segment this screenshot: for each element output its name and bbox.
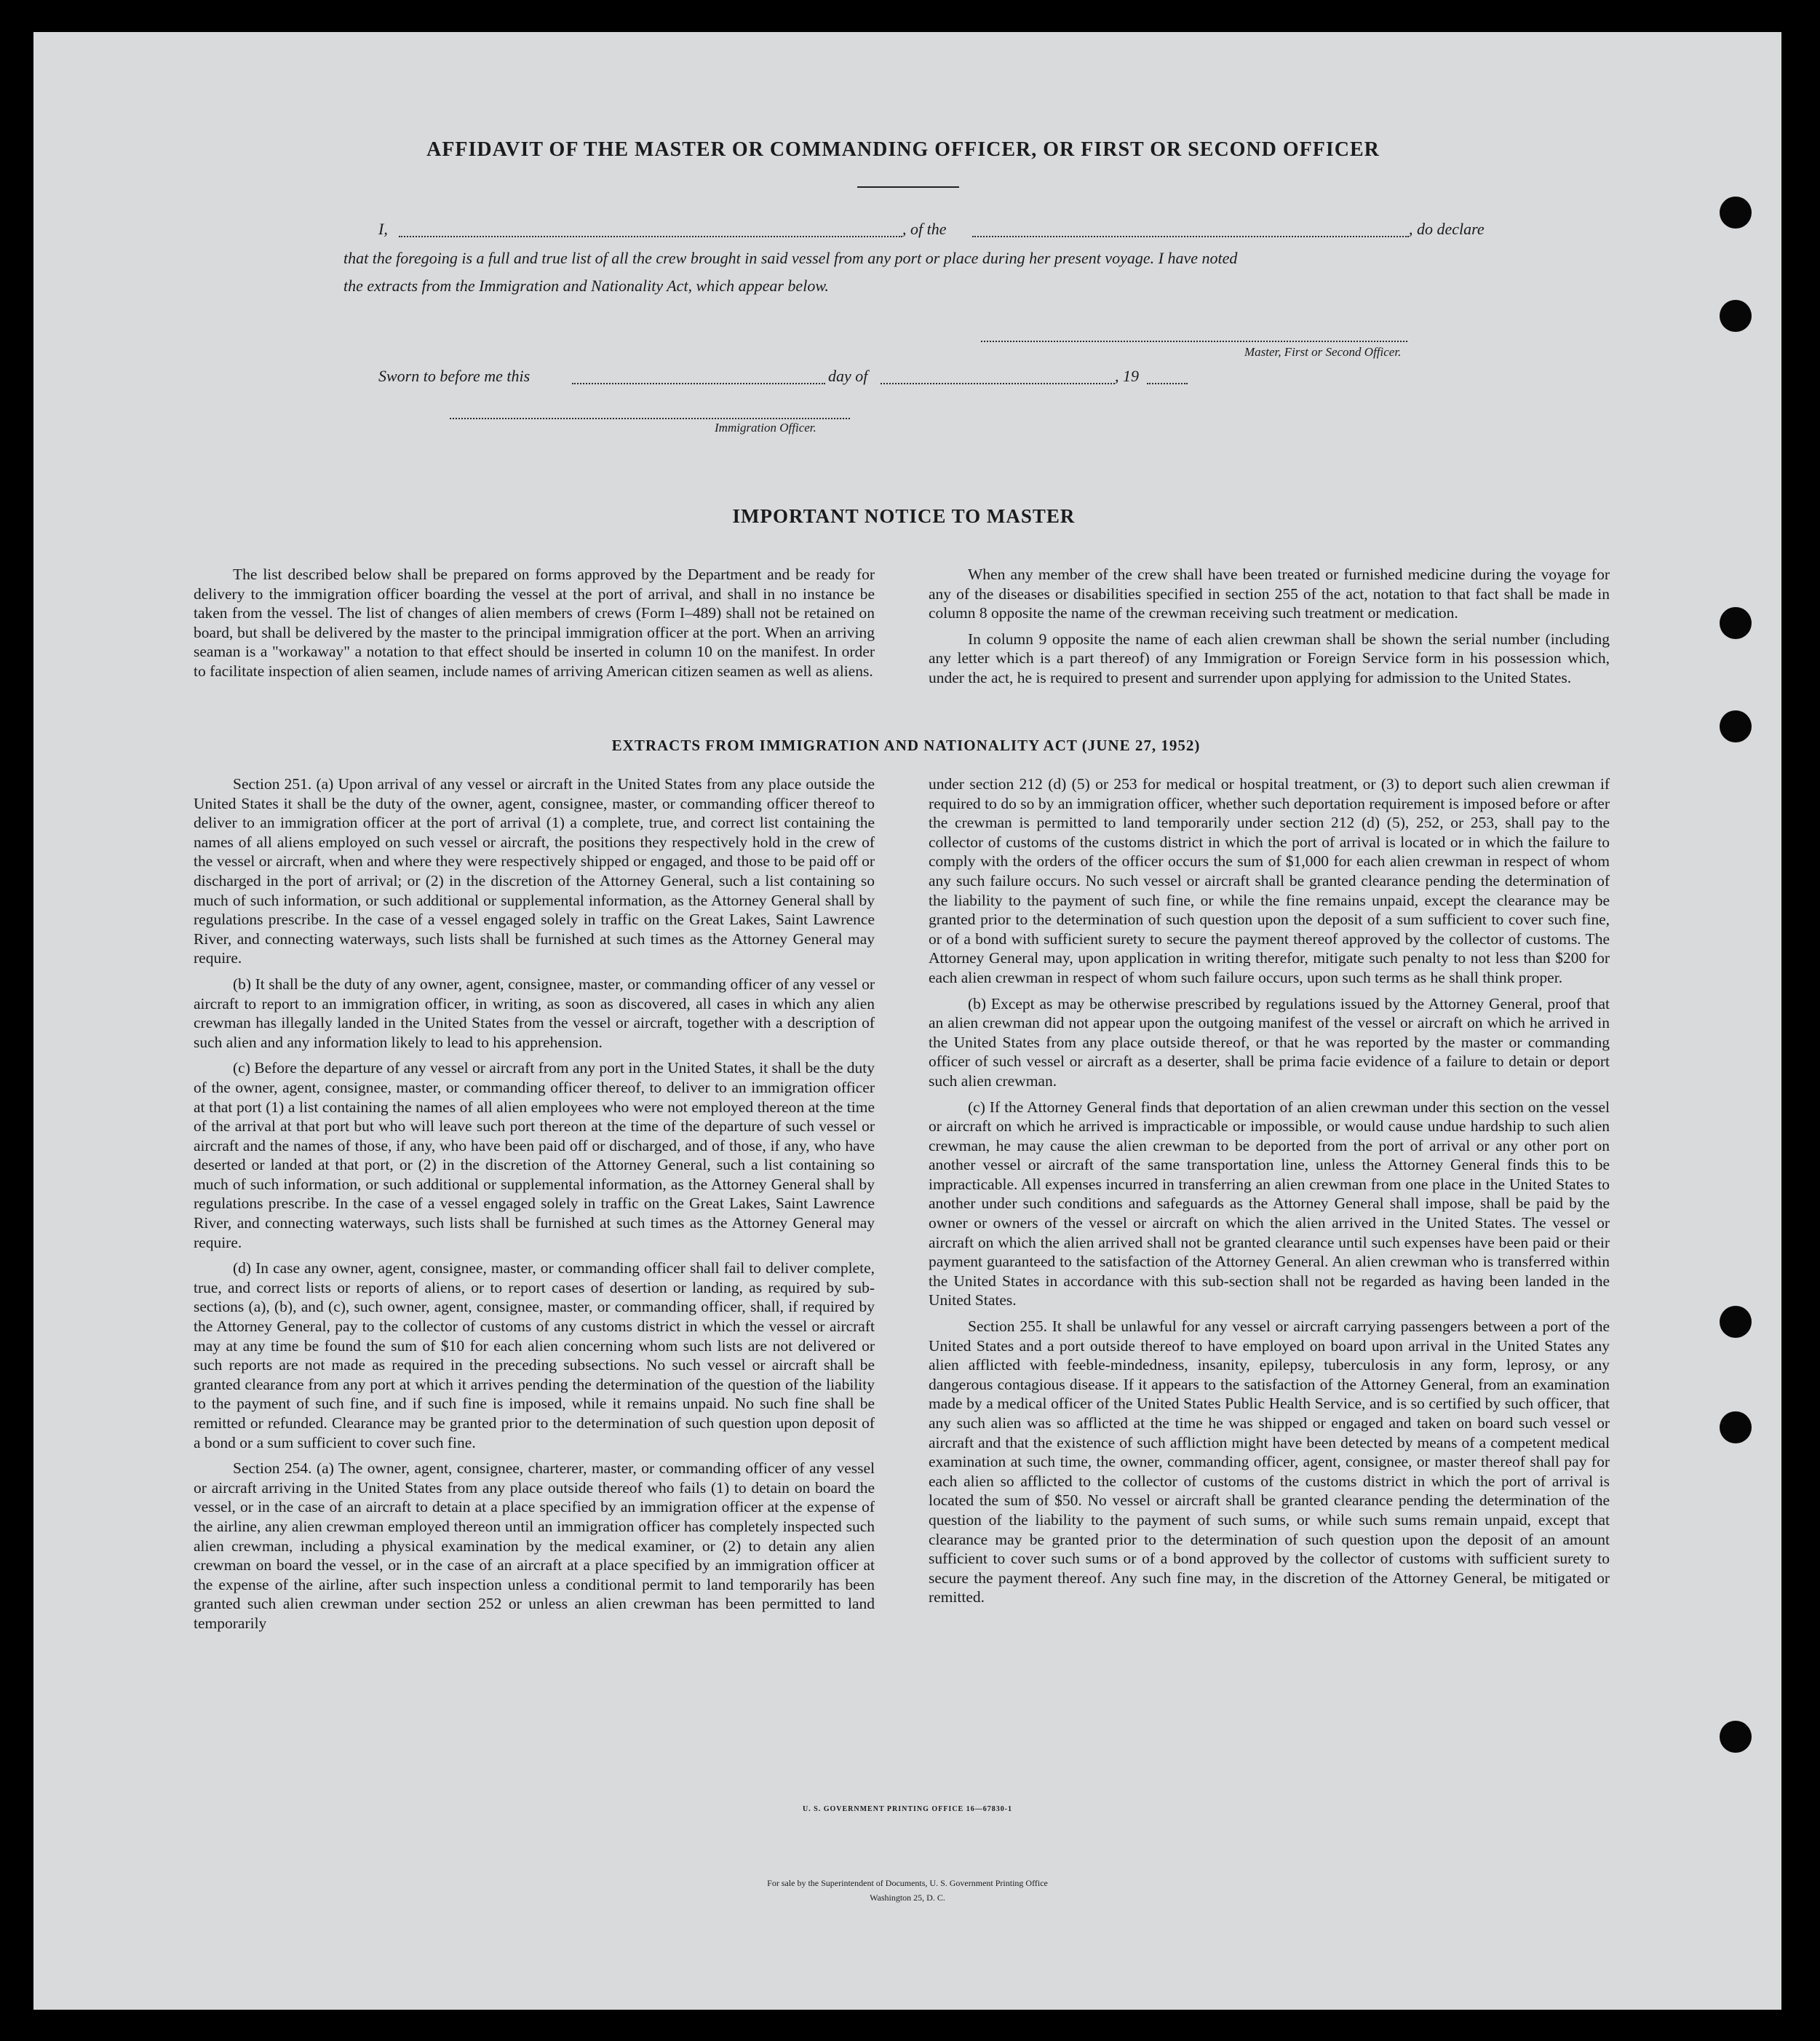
sworn-date-field[interactable] [572, 383, 825, 384]
declare-suffix: , do declare [1409, 220, 1485, 238]
extract-paragraph: (b) Except as may be otherwise prescribed by regulations issued by the Attorney General, proof that an alien crewman did not appear upon the outgoing manifest of the vessel or aircraft on which he arrived in the United States from any place outside thereof, or that he was reported by the master or commanding officer of such vessel or aircraft as a deserter, shall be prima facie evidence of a failure to detain or deport such alien crewman. [929, 994, 1610, 1090]
sworn-year-field[interactable] [1147, 383, 1188, 384]
extracts-title: EXTRACTS FROM IMMIGRATION AND NATIONALITY ACT (JUNE 27, 1952) [611, 737, 1201, 754]
extracts-right-column [929, 774, 1610, 1614]
sworn-year-prefix: , 19 [1115, 367, 1139, 385]
extract-paragraph: Section 254. (a) The owner, agent, consignee, charterer, master, or commanding officer of any vessel or aircraft arriving in the United States from any place outside thereof who fails (1) to detain on board the vessel, or in the case of an aircraft to detain at a place specified by an immigration officer at the expense of the airline, any alien crewman employed thereon until an immigration officer has completely inspected such alien crewman, including a physical examination by the medical examiner, or (2) to detain any alien crewman on board the vessel, or in the case of an aircraft at a place specified by an immigration officer at the expense of the airline, after such inspection unless a conditional permit to land temporarily has been granted such alien crewman under section 252 or unless an alien crewman has been permitted to land temporarily [194, 1459, 875, 1632]
declaration-text-line-1: that the foregoing is a full and true list of all the crew brought in said vessel from any port or place during her present voyage. I have noted [343, 249, 1238, 267]
document-page [33, 32, 1781, 2010]
sworn-prefix: Sworn to before me this [378, 367, 530, 385]
name-field[interactable] [399, 236, 902, 237]
affidavit-title: AFFIDAVIT OF THE MASTER OR COMMANDING OFFICER, OR FIRST OR SECOND OFFICER [426, 138, 1380, 161]
extract-paragraph: Section 255. It shall be unlawful for any vessel or aircraft carrying passengers between a port of the United States and a port outside thereof to have employed on board upon arrival in the United States any alien afflicted with feeble-mindedness, insanity, epilepsy, tuberculosis in any form, leprosy, or any dangerous contagious disease. If it appears to the satisfaction of the Attorney General, from an examination made by a medical officer of the United States Public Health Service, and is so certified by such officer, that any such alien was so afflicted at the time he was shipped or engaged and taken on board such vessel or aircraft and that the existence of such affliction might have been detected by means of a competent medical examination at such time, the owner, commanding officer, agent, consignee, or master thereof shall pay for each alien so afflicted to the collector of customs of the customs district in which the port of arrival is located the sum of $50. No vessel or aircraft shall be granted clearance pending the determination of the question of the liability to the payment of such sums, or while such sums remain unpaid, except that clearance may be granted prior to the determination of such question upon the deposit of an amount sufficient to cover such sums or of a bond approved by the collector of customs with sufficient surety to secure the payment thereof. Any such fine may, in the discretion of the Attorney General, be mitigated or remitted. [929, 1317, 1610, 1606]
sale-notice-line-1: For sale by the Superintendent of Documents, U. S. Government Printing Office [767, 1878, 1048, 1888]
immigration-officer-label: Immigration Officer. [715, 421, 816, 435]
notice-paragraph: The list described below shall be prepared on forms approved by the Department and be ready for delivery to the immigration officer boarding the vessel at the port of arrival, and shall in no instance be taken from the vessel. The list of changes of alien members of crews (Form I–489) shall not be retained on board, but shall be delivered by the master to the principal immigration officer at the port. When an arriving seaman is a "workaway" a notation to that effect should be inserted in column 10 on the manifest. In order to facilitate inspection of alien seamen, include names of arriving American citizen seamen as well as aliens. [194, 566, 875, 680]
declare-prefix: I, [378, 220, 388, 238]
notice-paragraph: In column 9 opposite the name of each alien crewman shall be shown the serial number (including any letter which is a part thereof) of any Immigration or Foreign Service form in his possession which, under the act, he is required to present and surrender upon applying for admission to the United States. [929, 630, 1610, 686]
bleed-through-texture [834, 185, 864, 243]
extract-paragraph: (b) It shall be the duty of any owner, agent, consignee, master, or commanding officer of any vessel or aircraft to report to an immigration officer, in writing, as soon as discovered, all cases in which any alien crewman has illegally landed in the United States from the vessel or aircraft, together with a description of such alien and any information likely to lead to his apprehension. [194, 975, 875, 1051]
punch-hole [1720, 1721, 1752, 1753]
printing-office-imprint: U. S. GOVERNMENT PRINTING OFFICE 16—67830-1 [802, 1805, 1013, 1813]
punch-hole [1720, 1306, 1752, 1338]
punch-hole [1720, 1411, 1752, 1443]
extract-paragraph: Section 251. (a) Upon arrival of any vessel or aircraft in the United States from any place outside the United States it shall be the duty of the owner, agent, consignee, master, or commanding officer thereof to deliver to an immigration officer at the port of arrival (1) a complete, true, and correct list containing the names of all aliens employed on such vessel or aircraft, the positions they respectively hold in the crew of the vessel or aircraft, when and where they were respectively shipped or engaged, and those to be paid off or discharged in the port of arrival; or (2) in the discretion of the Attorney General, such a list containing so much of such information, or such additional or supplemental information, as the Attorney General shall by regulations prescribe. In the case of a vessel engaged solely in traffic on the Great Lakes, Saint Lawrence River, and connecting waterways, such lists shall be furnished at such times as the Attorney General may require. [194, 775, 875, 967]
extract-paragraph: (d) In case any owner, agent, consignee, master, or commanding officer shall fail to deliver complete, true, and correct lists or reports of aliens, or to report cases of desertion or landing, as required by sub-sections (a), (b), and (c), such owner, agent, consignee, master, or commanding officer, shall, if required by the Attorney General, pay to the collector of customs of any customs district in which the vessel or aircraft may at any time be found the sum of $10 for each alien concerning whom such lists are not delivered or such reports are not made as required in the preceding subsections. No such vessel or aircraft shall be granted clearance from any port at which it arrives pending the determination of the question of the liability to the payment of such fine, and if such fine is imposed, while it remains unpaid. No such fine shall be remitted or refunded. Clearance may be granted prior to the determination of such question upon deposit of a bond or a sum sufficient to cover such fine. [194, 1259, 875, 1451]
notice-left-column [194, 565, 875, 688]
notice-right-column [929, 565, 1610, 694]
punch-hole [1720, 300, 1752, 332]
title-rule [857, 186, 959, 188]
sale-notice-line-2: Washington 25, D. C. [870, 1893, 945, 1903]
notice-paragraph: When any member of the crew shall have been treated or furnished medicine during the voyage for any of the diseases or disabilities specified in section 255 of the act, notation to that fact shall be made in column 8 opposite the name of the crewman receiving such treatment or medication. [929, 566, 1610, 622]
sworn-month-field[interactable] [881, 383, 1115, 384]
notice-title: IMPORTANT NOTICE TO MASTER [732, 505, 1076, 527]
declare-of-the: , of the [902, 220, 947, 238]
sworn-day-of: day of [828, 367, 868, 385]
extracts-left-column [194, 774, 875, 1640]
master-signature-label: Master, First or Second Officer. [1244, 345, 1402, 359]
extract-paragraph: (c) If the Attorney General finds that deportation of an alien crewman under this section on the vessel or aircraft on which he arrived is impracticable or impossible, or would cause undue hardship to such alien crewman, he may cause the alien crewman to be deported from the port of arrival or any other port on another vessel or aircraft of the same transportation line, unless the Attorney General finds this to be impracticable. All expenses incurred in transferring an alien crewman from one place in the United States to another under such conditions and safeguards as the Attorney General shall impose, shall be paid by the owner or owners of the vessel or aircraft on which the alien arrived in the United States. The vessel or aircraft on which the alien arrived shall not be granted clearance until such expenses have been paid or their payment guaranteed to the satisfaction of the Attorney General. An alien crewman who is transferred within the United States in accordance with this sub-section shall not be regarded as having been landed in the United States. [929, 1098, 1610, 1309]
immigration-officer-signature-field[interactable] [450, 418, 850, 419]
vessel-field[interactable] [972, 236, 1409, 237]
punch-hole [1720, 607, 1752, 639]
extract-paragraph: (c) Before the departure of any vessel or aircraft from any port in the United States, it shall be the duty of the owner, agent, consignee, master, or commanding officer thereof, to deliver to an immigration officer at that port (1) a list containing the names of all alien employees who were not employed thereon at the time of the arrival at that port but who will leave such port thereon at the time of the departure of such vessel or aircraft and the names of those, if any, who have been paid off or discharged, and of those, if any, who have deserted or landed at that port, or (2) in the discretion of the Attorney General, such a list containing so much of such information, or such additional or supplemental information, as the Attorney General shall by regulations prescribe. In the case of a vessel engaged solely in traffic on the Great Lakes, Saint Lawrence River, and connecting waterways, such lists shall be furnished at such times as the Attorney General may require. [194, 1059, 875, 1251]
declaration-text-line-2: the extracts from the Immigration and Nationality Act, which appear below. [343, 277, 829, 295]
extract-paragraph: under section 212 (d) (5) or 253 for medical or hospital treatment, or (3) to deport such alien crewman if required to do so by an immigration officer, whether such deportation requirement is imposed before or after the crewman is permitted to land temporarily under section 212 (d) (5), 252, or 253, shall pay to the collector of customs of the customs district in which the port of arrival is located or in which the failure to comply with the orders of the officer occurs the sum of $1,000 for each alien crewman in respect of whom any such failure occurs. No such vessel or aircraft shall be granted clearance pending the determination of the liability to the payment of such fine, or while the fine remains unpaid, except the clearance may be granted prior to the determination of such question upon the deposit of a sum sufficient to cover such fine, or of a bond with sufficient surety to secure the payment thereof approved by the collector of customs. The Attorney General may, upon application in writing therefor, mitigate such penalty to not less than $200 for each alien crewman in respect of whom such failure occurs, upon such terms as he shall think proper. [929, 775, 1610, 986]
punch-hole [1720, 197, 1752, 229]
master-signature-field[interactable] [981, 341, 1407, 342]
